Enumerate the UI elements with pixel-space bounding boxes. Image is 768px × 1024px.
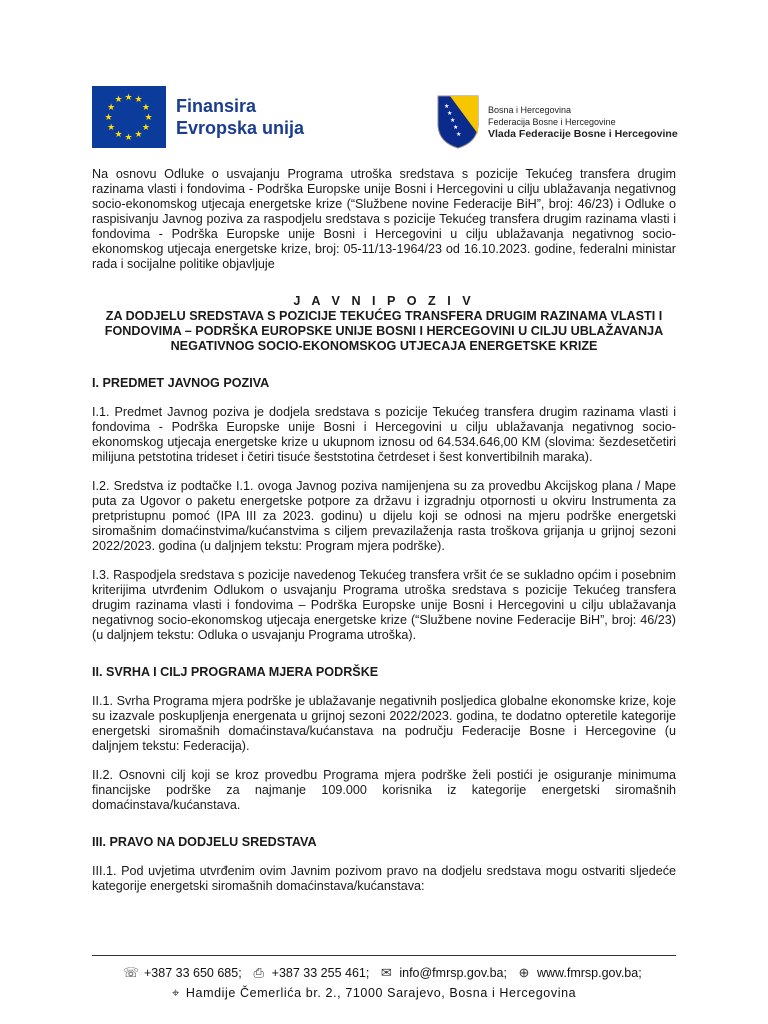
footer-contacts <box>122 965 642 981</box>
page-footer <box>0 955 768 1024</box>
eu-star-icon: ★ <box>134 128 143 139</box>
bih-coat-of-arms-icon <box>436 94 480 150</box>
globe-icon: ⊕ <box>518 965 530 980</box>
paragraph-2-2: II.2. Osnovni cilj koji se kroz provedbu Programa mjera podrške želi postići je osiguranje minimuma financijske podrške za najmanje 109.000 korisnika iz kategorije energetski siromašnih domaćinstava/kućanstava. <box>92 768 676 812</box>
fax-icon: ⎙ <box>253 965 264 980</box>
bih-logo-line3: Vlada Federacije Bosne i Hercegovine <box>488 128 678 140</box>
paragraph-2-1: II.1. Svrha Programa mjera podrške je ublažavanje negativnih posljedica globalne ekonomske krize, koje su izazvale poskupljenja energenata u grijnoj sezoni 2022/2023. godina, te dodatno opteretile kategorije energetski siromašnih domaćinstava/kućanstava na području Federacije Bosne i Hercegovine (u daljnjem tekstu: Federacija). <box>92 694 676 753</box>
document-body <box>92 167 676 908</box>
intro-paragraph: Na osnovu Odluke o usvajanju Programa utroška sredstava s pozicije Tekućeg transfera drugim razinama vlasti i fondovima - Podrška Europske unije Bosni i Hercegovini u cilju ublažavanja negativnog socio-ekonomskog utjecaja energetske krize (“Službene novine Federacije BiH”, broj: 46/23) i Odluke o raspisivanju Javnog poziva za raspodjelu sredstava s pozicije Tekućeg transfera drugim razinama vlasti i fondovima - Podrška Europske unije Bosni i Hercegovini u cilju ublažavanja negativnog socio-ekonomskog utjecaja energetske krize, broj: 05-11/13-1964/23 od 16.10.2023. godine, federalni ministar rada i socijalne politike objavljuje <box>92 167 676 271</box>
title-line2: ZA DODJELU SREDSTAVA S POZICIJE TEKUĆEG TRANSFERA DRUGIM RAZINAMA VLASTI I FONDOVIMA – PODRŠKA EUROPSKE UNIJE BOSNI I HERCEGOVINI U CILJU UBLAŽAVANJA NEGATIVNOG SOCIO-EKONOMSKOG UTJECAJA ENERGETSKE KRIZE <box>104 309 664 353</box>
title-line1: J A V N I P O Z I V <box>293 294 475 308</box>
location-icon: ⌖ <box>172 985 180 1000</box>
footer-email[interactable]: info@fmrsp.gov.ba; <box>399 966 507 980</box>
bih-logo-line1: Bosna i Hercegovina <box>488 105 572 115</box>
footer-fax: +387 33 255 461; <box>271 966 370 980</box>
eu-logo-text <box>176 95 304 139</box>
eu-star-icon: ★ <box>124 131 133 142</box>
section-heading-2: II. SVRHA I CILJ PROGRAMA MJERA PODRŠKE <box>92 665 379 679</box>
document-title <box>92 294 676 354</box>
eu-star-icon: ★ <box>141 121 150 132</box>
svg-text:★: ★ <box>444 103 450 110</box>
eu-star-icon: ★ <box>144 111 153 122</box>
footer-web[interactable]: www.fmrsp.gov.ba; <box>537 966 642 980</box>
eu-flag-icon <box>92 86 166 148</box>
eu-star-icon: ★ <box>134 94 143 105</box>
footer-divider <box>92 955 676 956</box>
eu-logo <box>92 86 304 148</box>
email-icon: ✉ <box>380 965 392 980</box>
footer-phone: +387 33 650 685; <box>144 966 242 980</box>
svg-text:★: ★ <box>450 117 456 124</box>
eu-star-icon: ★ <box>114 128 123 139</box>
bih-logo-text <box>488 104 678 140</box>
section-heading-3: III. PRAVO NA DODJELU SREDSTAVA <box>92 835 317 849</box>
paragraph-1-2: I.2. Sredstva iz podtačke I.1. ovoga Javnog poziva namijenjena su za provedbu Akcijskog plana / Mape puta za Ugovor o paketu energetske potpore za državu i izgradnju otpornosti u okviru Instrumenta za pretpristupnu pomoć (IPA III za 2023. godinu) u dijelu koji se odnosi na mjeru podrške energetski siromašnim domaćinstvima/kućanstvima s ciljem prevazilaženja rasta troškova grijanja u grijnoj sezoni 2022/2023. godina (u daljnjem tekstu: Program mjera podrške). <box>92 479 676 553</box>
eu-logo-line2: Evropska unija <box>176 118 305 138</box>
paragraph-1-1: I.1. Predmet Javnog poziva je dodjela sredstava s pozicije Tekućeg transfera drugim razinama vlasti i fondovima - Podrška Europske unije Bosni i Hercegovini u cilju ublažavanja negativnog socio-ekonomskog utjecaja energetske krize u ukupnom iznosu od 64.534.646,00 KM (slovima: šezdesetčetiri milijuna petstotina trideset i četiri tisuće šeststotina četrdeset i šest konvertibilnih maraka). <box>92 405 676 464</box>
bih-government-logo <box>436 94 678 150</box>
eu-star-icon: ★ <box>141 101 150 112</box>
eu-logo-line1: Finansira <box>176 96 257 116</box>
bih-logo-line2: Federacija Bosne i Hercegovine <box>488 117 616 127</box>
page-header <box>0 0 768 160</box>
footer-address: Hamdije Čemerlića br. 2., 71000 Sarajevo, Bosna i Hercegovina <box>185 986 577 1000</box>
svg-text:★: ★ <box>447 110 453 117</box>
eu-star-icon: ★ <box>104 111 113 122</box>
section-heading-1: I. PREDMET JAVNOG POZIVA <box>92 376 270 390</box>
paragraph-3-1: III.1. Pod uvjetima utvrđenim ovim Javnim pozivom pravo na dodjelu sredstava mogu ostvariti sljedeće kategorije energetski siromašnih domaćinstava/kućanstava: <box>92 864 676 893</box>
eu-star-icon: ★ <box>107 101 116 112</box>
eu-star-icon: ★ <box>114 94 123 105</box>
svg-text:★: ★ <box>456 131 462 138</box>
eu-star-icon: ★ <box>107 121 116 132</box>
footer-address-row <box>172 985 576 1001</box>
paragraph-1-3: I.3. Raspodjela sredstava s pozicije navedenog Tekućeg transfera vršit će se sukladno općim i posebnim kriterijima utvrđenim Odlukom o usvajanju Programa utroška sredstava s pozicije Tekućeg transfera drugim razinama vlasti i fondovima – Podrška Europske unije Bosni i Hercegovini u cilju ublažavanja negativnog socio-ekonomskog utjecaja energetske krize (“Službene novine Federacije BiH”, broj: 46/23) (u daljnjem tekstu: Odluka o usvajanju Programa utroška). <box>92 568 676 642</box>
svg-text:★: ★ <box>453 124 459 131</box>
phone-icon: ☏ <box>122 965 140 980</box>
eu-star-icon: ★ <box>124 91 133 102</box>
